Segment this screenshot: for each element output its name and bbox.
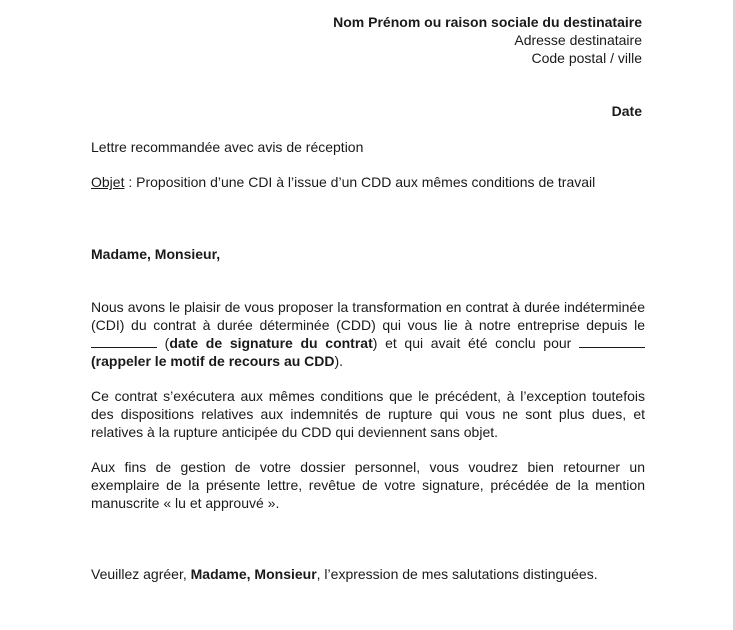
sending-mode: Lettre recommandée avec avis de réception [91, 139, 364, 155]
date-blank-field [91, 336, 157, 348]
paragraph-proposal-end: ). [334, 353, 344, 369]
paragraph-conditions: Ce contrat s’exécutera aux mêmes conditions que le précédent, à l’exception toutefois des dispositions relatives aux indemnités de rupture qui vous ne sont plus dues, et relatives à la rupture anticipée du CDD qui deviennent sans objet. [91, 388, 645, 440]
paragraph-proposal [91, 298, 645, 370]
closing-part1: Veuillez agréer, [91, 566, 191, 582]
recipient-name: Nom Prénom ou raison sociale du destinataire [333, 14, 642, 30]
reason-blank-field [579, 336, 645, 348]
placeholder-contract-date: date de signature du contrat [169, 335, 373, 351]
recipient-address: Adresse destinataire [514, 32, 642, 48]
placeholder-recourse-reason: rappeler le motif de recours au CDD [95, 353, 335, 369]
paragraph-proposal-text: Nous avons le plaisir de vous proposer la transformation en contrat à durée indéterminée (CDI) du contrat à durée déterminée (CDD) qui vous lie à notre entreprise depuis le [91, 299, 645, 333]
subject-label: Objet [91, 174, 125, 190]
paragraph-proposal-middle: ) et qui avait été conclu pour [372, 335, 579, 351]
salutation: Madame, Monsieur, [91, 246, 221, 262]
paren-open-2: ( [91, 353, 96, 369]
closing-bold: Madame, Monsieur [190, 566, 317, 582]
closing-line [91, 566, 598, 583]
paren-open: ( [157, 335, 170, 351]
subject-separator: : [124, 174, 137, 190]
subject-text: Proposition d’une CDI à l’issue d’un CDD aux mêmes conditions de travail [136, 174, 596, 190]
date-label: Date [611, 103, 642, 119]
closing-part2: , l’expression de mes salutations distinguées. [316, 566, 598, 582]
recipient-postal-city: Code postal / ville [531, 50, 642, 66]
paragraph-return-copy: Aux fins de gestion de votre dossier personnel, vous voudrez bien retourner un exemplaire de la présente lettre, revêtue de votre signature, précédée de la mention manuscrite « lu et approuvé ». [91, 459, 645, 511]
subject-line [91, 174, 595, 191]
